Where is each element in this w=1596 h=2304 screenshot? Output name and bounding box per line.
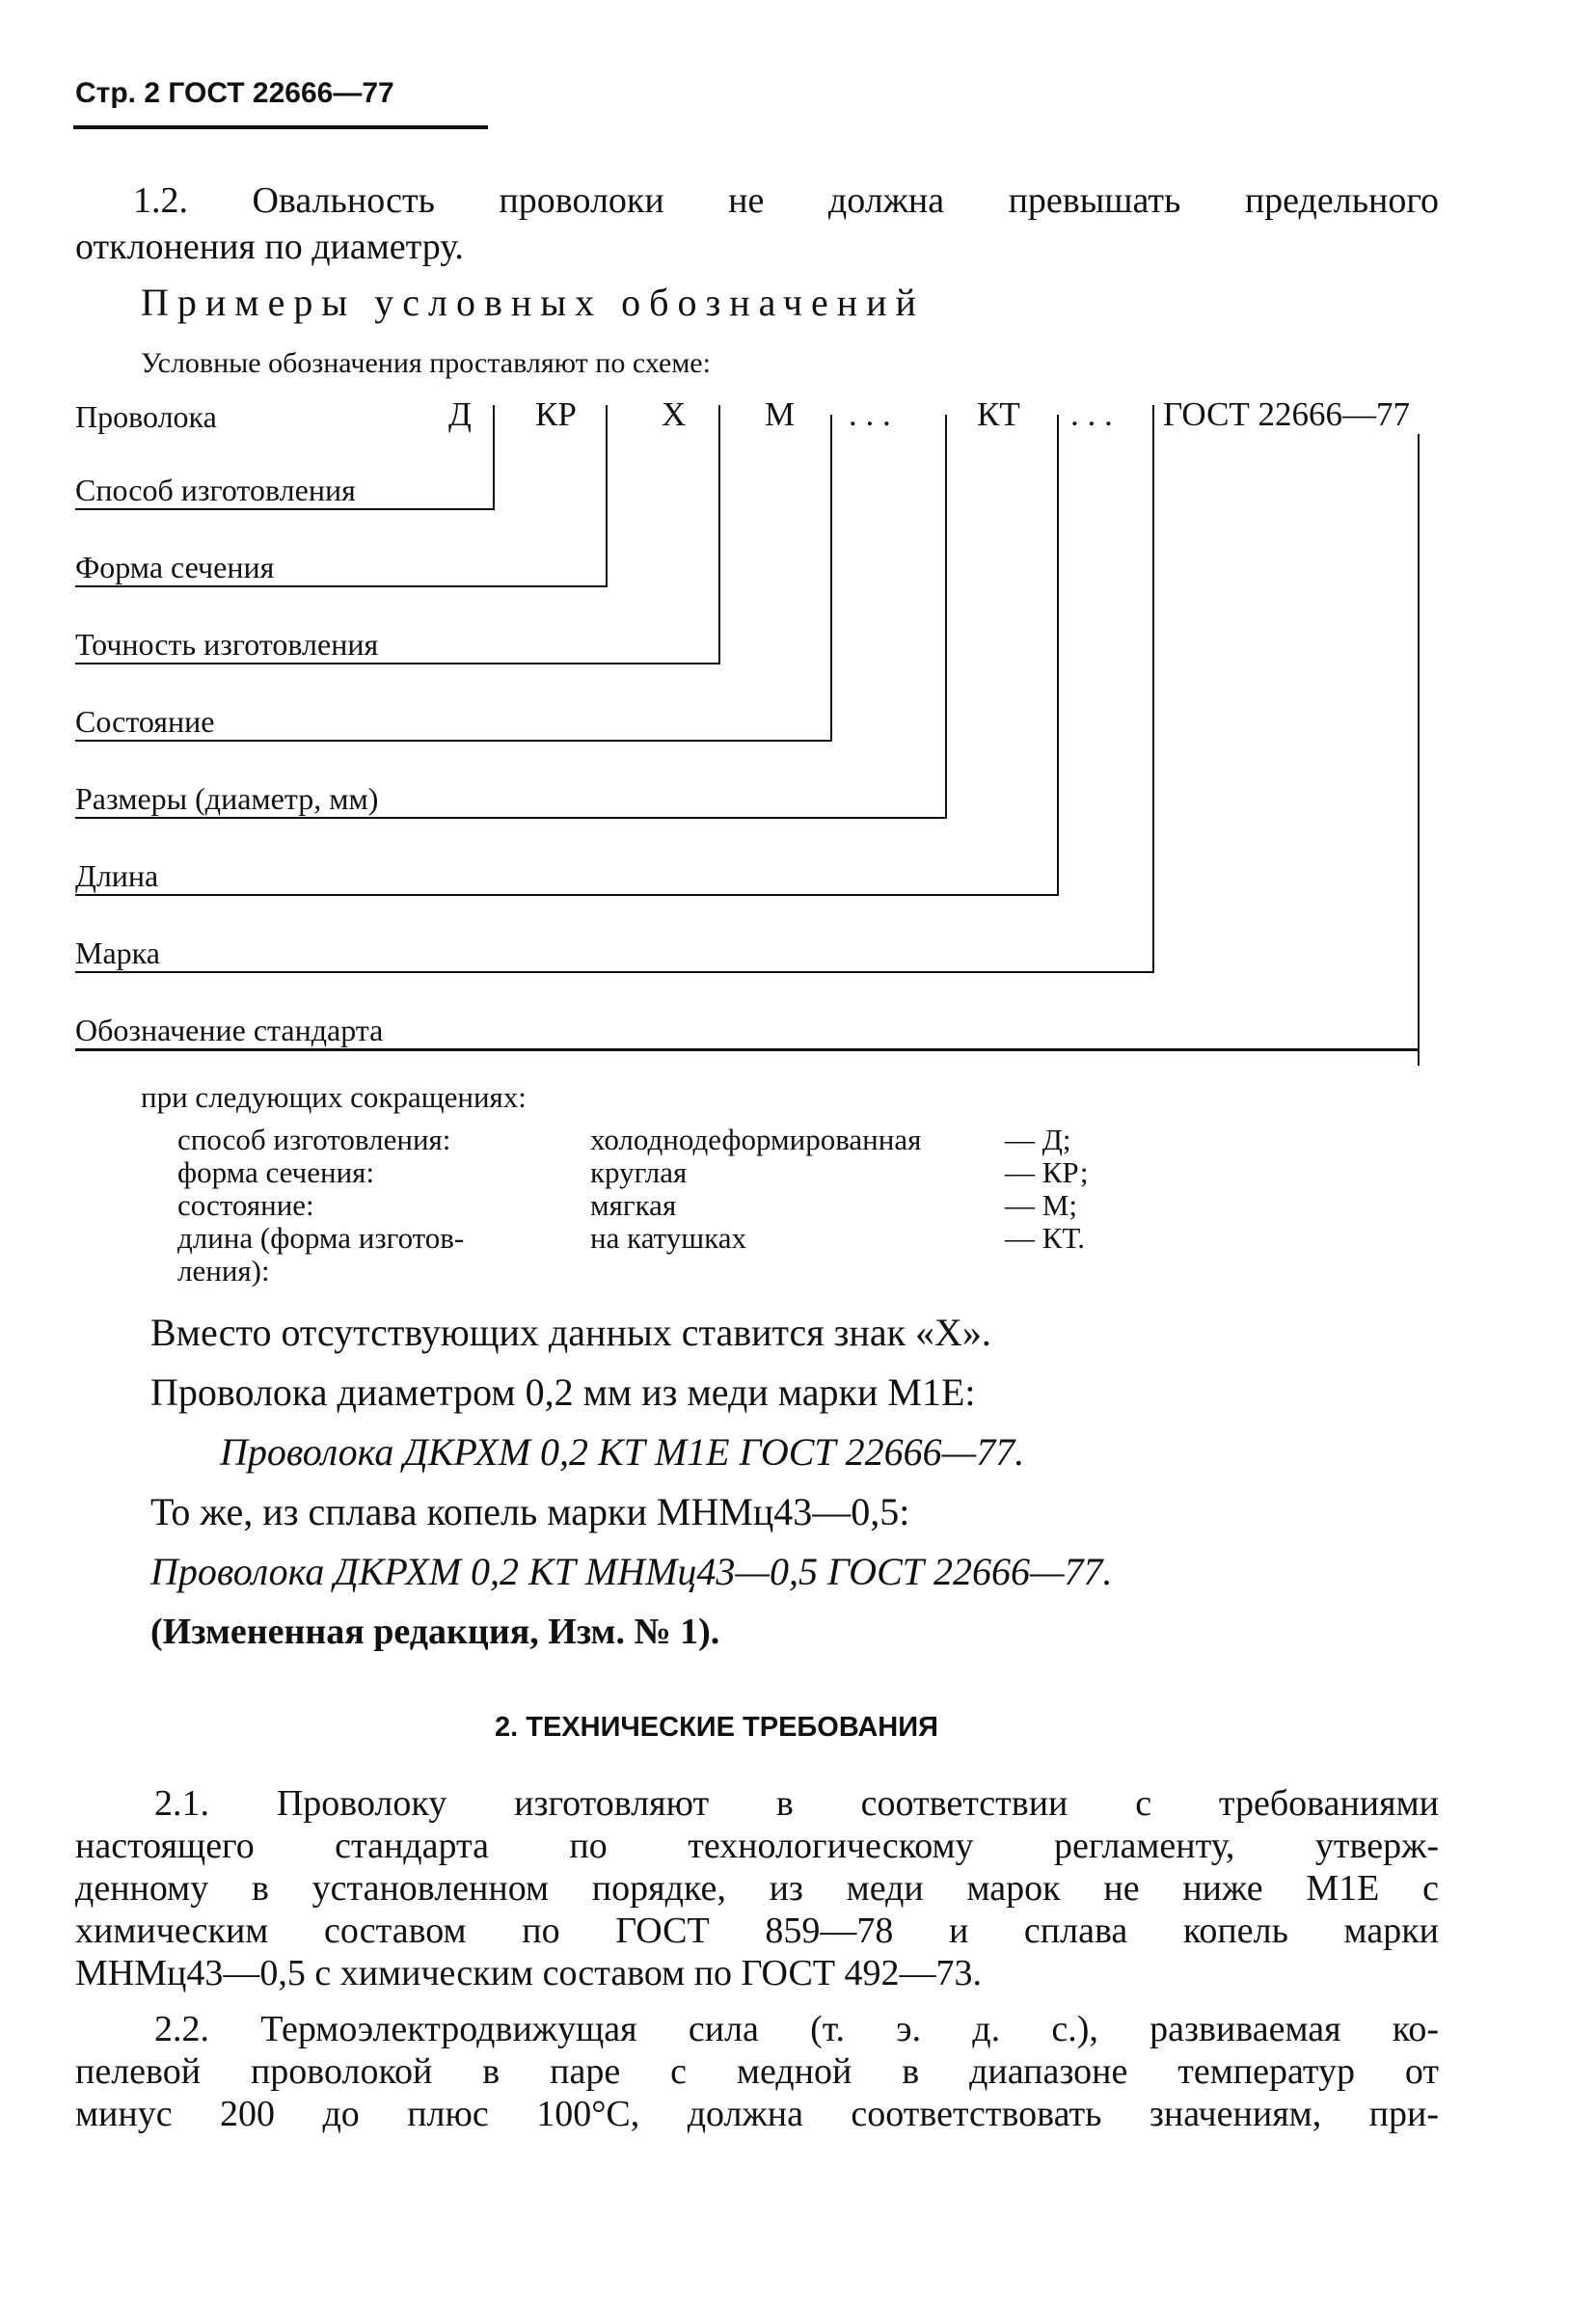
abbr-code: — КТ.	[1005, 1221, 1086, 1255]
abbreviations-intro: при следующих сокращениях:	[141, 1080, 527, 1114]
scheme-code-m: М	[765, 395, 796, 433]
scheme-label-accuracy: Точность изготовления	[75, 627, 379, 662]
abbr-value: холоднодеформированная	[590, 1123, 922, 1156]
scheme-code-kr: КР	[535, 395, 577, 433]
scheme-hline-4	[75, 740, 832, 742]
paragraph-2-2-line: минус 200 до плюс 100°С, должна соответствовать значениям, при-	[75, 2094, 1439, 2134]
scheme-label-standard: Обозначение стандарта	[75, 1013, 384, 1047]
scheme-vline-7	[1152, 405, 1154, 972]
scheme-hline-8	[75, 1048, 1420, 1051]
scheme-label-method: Способ изготовления	[75, 473, 356, 507]
examples-title: Примеры условных обозначений	[141, 281, 925, 324]
abbr-term: состояние:	[177, 1188, 314, 1222]
scheme-vline-8	[1418, 434, 1420, 1066]
abbr-code: — М;	[1005, 1188, 1077, 1222]
scheme-vline-6	[1057, 415, 1059, 895]
paragraph-1-2-line-2: отклонения по диаметру.	[75, 227, 464, 267]
paragraph-1-2-line-1: 1.2. Овальность проволоки не должна превышать предельного	[133, 180, 1439, 221]
scheme-label-shape: Форма сечения	[75, 550, 275, 584]
scheme-vline-4	[830, 415, 832, 741]
scheme-label-size: Размеры (диаметр, мм)	[75, 781, 379, 816]
paragraph-2-1-line: денному в установленном порядке, из меди марок не ниже М1Е с	[75, 1868, 1439, 1909]
example-1-text: Проволока диаметром 0,2 мм из меди марки М1Е:	[150, 1370, 976, 1414]
scheme-label-length: Длина	[75, 858, 159, 893]
amendment-note: (Измененная редакция, Изм. № 1).	[150, 1612, 720, 1652]
scheme-vline-5	[945, 415, 947, 818]
scheme-hline-2	[75, 585, 608, 587]
note-missing-data: Вместо отсутствующих данных ставится знак «Х».	[150, 1311, 991, 1354]
scheme-vline-3	[718, 405, 720, 664]
scheme-intro: Условные обозначения проставляют по схеме:	[141, 347, 711, 379]
scheme-hline-3	[75, 663, 720, 664]
scheme-code-grade: . . .	[1070, 395, 1113, 433]
scheme-hline-5	[75, 817, 947, 819]
example-2-text: То же, из сплава копель марки МНМц43—0,5:	[150, 1490, 910, 1533]
paragraph-2-1-line: МНМц43—0,5 с химическим составом по ГОСТ 492—73.	[75, 1953, 983, 1993]
example-2-designation: Проволока ДКРХМ 0,2 КТ МНМц43—0,5 ГОСТ 22666—77.	[150, 1550, 1113, 1593]
abbr-value: круглая	[590, 1155, 688, 1189]
paragraph-2-1-line: химическим составом по ГОСТ 859—78 и сплава копель марки	[75, 1911, 1439, 1951]
abbr-term-continuation: ления):	[177, 1254, 270, 1288]
abbr-code: — КР;	[1005, 1155, 1089, 1189]
scheme-code-size: . . .	[849, 395, 891, 433]
example-1-designation: Проволока ДКРХМ 0,2 КТ М1Е ГОСТ 22666—77.	[220, 1430, 1025, 1474]
scheme-code-standard: ГОСТ 22666—77	[1163, 395, 1411, 433]
paragraph-2-2-line: пелевой проволокой в паре с медной в диапазоне температур от	[75, 2051, 1439, 2092]
running-header: Стр. 2 ГОСТ 22666—77	[75, 77, 394, 109]
scheme-hline-6	[75, 894, 1059, 896]
scheme-label-grade: Марка	[75, 935, 160, 970]
scheme-lead: Проволока	[75, 399, 217, 434]
abbr-term: форма сечения:	[177, 1155, 375, 1189]
abbr-value: мягкая	[590, 1188, 677, 1222]
scheme-code-kt: КТ	[977, 395, 1020, 433]
scheme-vline-1	[493, 405, 495, 509]
abbr-value: на катушках	[590, 1221, 747, 1255]
abbr-term: длина (форма изготов-	[177, 1221, 465, 1255]
paragraph-2-2-line: 2.2. Термоэлектродвижущая сила (т. э. д. с.), развиваемая ко-	[154, 2009, 1439, 2049]
scheme-hline-7	[75, 971, 1154, 973]
paragraph-2-1-line: 2.1. Проволоку изготовляют в соответствии с требованиями	[154, 1783, 1439, 1824]
scheme-hline-1	[75, 508, 495, 510]
scheme-code-d: Д	[448, 395, 472, 433]
scheme-code-x: Х	[662, 395, 687, 433]
abbr-term: способ изготовления:	[177, 1123, 451, 1156]
header-rule	[73, 125, 488, 129]
abbr-code: — Д;	[1005, 1123, 1071, 1156]
scheme-label-condition: Состояние	[75, 704, 215, 739]
scheme-vline-2	[606, 405, 608, 586]
paragraph-2-1-line: настоящего стандарта по технологическому регламенту, утверж-	[75, 1826, 1439, 1866]
section-2-title: 2. ТЕХНИЧЕСКИЕ ТРЕБОВАНИЯ	[495, 1712, 938, 1743]
